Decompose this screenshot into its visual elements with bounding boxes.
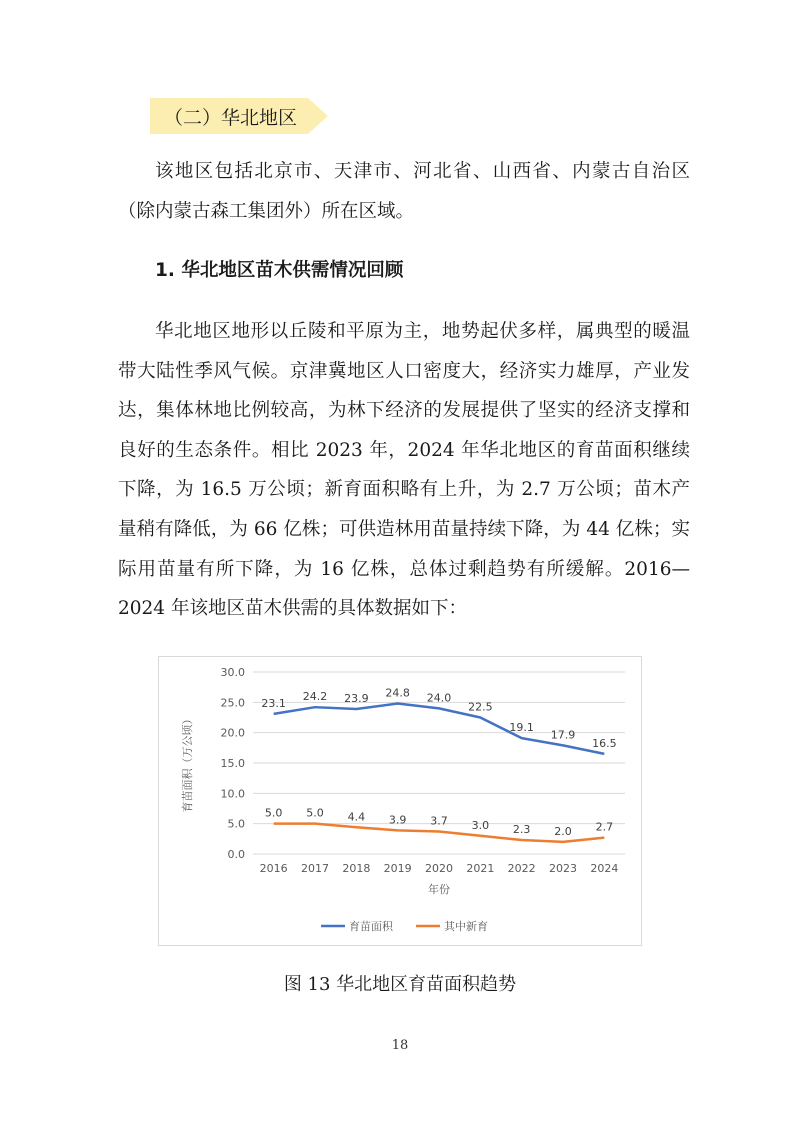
y-tick-label: 20.0 [220, 726, 245, 740]
data-label: 4.4 [347, 810, 366, 824]
body-paragraph: 华北地区地形以丘陵和平原为主，地势起伏多样，属典型的暖温带大陆性季风气候。京津冀地区人口密度大，经济实力雄厚，产业发达，集体林地比例较高，为林下经济的发展提供了坚实的经济支撑和良好的生态条件。相比 2023 年，2024 年华北地区的育苗面积继续下降，为 16.5 万公顷；新育面积略有上升，为 2.7 万公顷；苗木产量稍有降低，为 66 亿株；可供造林用苗量持续下降，为 44 亿株；实际用苗量有所下降，为 16 亿株，总体过剩趋势有所缓解。2016—2024 年该地区苗木供需的具体数据如下： [118, 321, 690, 620]
x-tick-label: 2021 [466, 862, 495, 875]
data-label: 2.0 [554, 824, 572, 838]
legend-label: 育苗面积 [349, 920, 393, 933]
data-label: 2.3 [512, 823, 531, 837]
section-banner [150, 98, 328, 134]
y-tick-label: 25.0 [220, 696, 245, 710]
x-tick-label: 2019 [383, 862, 412, 875]
y-axis-label: 育苗面积（万公顷） [181, 713, 194, 813]
data-label: 16.5 [592, 736, 617, 750]
x-tick-label: 2018 [342, 862, 371, 875]
legend-label: 其中新育 [444, 920, 488, 933]
data-label: 24.8 [385, 686, 410, 700]
data-label: 2.7 [595, 820, 614, 834]
y-tick-label: 15.0 [220, 757, 245, 770]
section-title: （二）华北地区 [164, 106, 298, 129]
intro-paragraph: 该地区包括北京市、天津市、河北省、山西省、内蒙古自治区（除内蒙古森工集团外）所在区域。 [118, 161, 690, 222]
y-tick-label: 10.0 [220, 787, 245, 801]
data-label: 3.7 [430, 814, 448, 828]
data-label: 23.9 [344, 692, 369, 706]
data-label: 5.0 [306, 806, 324, 820]
data-label: 17.9 [550, 728, 576, 742]
data-label: 24.2 [302, 690, 328, 704]
data-label: 24.0 [426, 691, 452, 705]
figure-caption: 图 13 华北地区育苗面积趋势 [283, 974, 517, 995]
data-label: 5.0 [264, 806, 283, 820]
x-tick-label: 2020 [425, 862, 453, 875]
y-tick-label: 5.0 [227, 817, 245, 831]
x-axis-label: 年份 [428, 883, 450, 896]
data-label: 19.1 [509, 721, 534, 735]
line-chart [159, 657, 643, 947]
data-label: 3.9 [388, 813, 407, 827]
chart-container [158, 656, 642, 946]
x-tick-label: 2016 [259, 862, 288, 875]
y-tick-label: 0.0 [227, 848, 245, 861]
subheading: 1. 华北地区苗木供需情况回顾 [155, 260, 404, 281]
x-tick-label: 2023 [549, 862, 577, 875]
x-tick-label: 2022 [507, 862, 536, 875]
y-tick-label: 30.0 [220, 666, 245, 679]
page-number: 18 [391, 1038, 409, 1053]
data-label: 23.1 [261, 696, 286, 710]
data-label: 22.5 [468, 700, 493, 714]
data-label: 3.0 [471, 818, 490, 832]
x-tick-label: 2024 [590, 862, 619, 875]
x-tick-label: 2017 [301, 862, 329, 875]
